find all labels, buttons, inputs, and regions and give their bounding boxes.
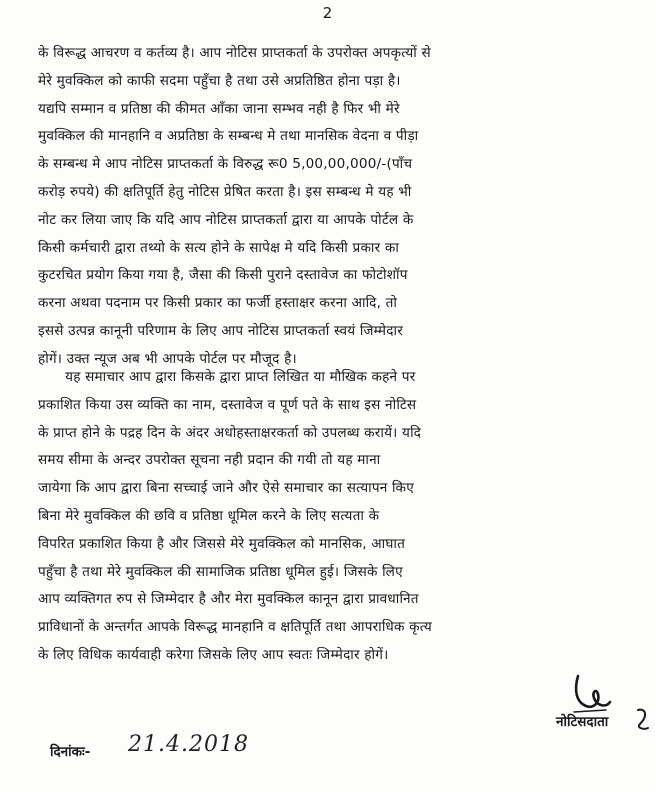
text-line: नोट कर लिया जाए कि यदि आप नोटिस प्राप्तकर्ता द्वारा या आपके पोर्टल के	[38, 211, 414, 228]
handwritten-date: 21.4.2018	[128, 732, 249, 757]
text-line: समय सीमा के अन्दर उपरोक्त सूचना नही प्रदान की गयी तो यह माना	[38, 452, 381, 469]
text-line: प्राविधानों के अन्तर्गत आपके विरूद्ध मानहानि व क्षतिपूर्ति तथा आपराधिक कृत्य	[38, 619, 433, 636]
text-line: मुवक्किल की मानहानि व अप्रतिष्ठा के सम्बन्ध मे तथा मानसिक वेदना व पीड़ा	[38, 128, 419, 145]
date-label: दिनांकः-	[50, 744, 91, 760]
paragraph-damages-claim	[38, 40, 630, 374]
page-number: 2	[322, 4, 333, 22]
text-line: यद्यपि सम्मान व प्रतिष्ठा की कीमत आँका जाना सम्भव नही है फिर भी मेरे	[38, 100, 400, 117]
text-line: होगें। उक्त न्यूज अब भी आपके पोर्टल पर मौजूद है।	[38, 350, 297, 367]
text-line: जायेगा कि आप द्वारा बिना सच्चाई जाने और ऐसे समाचार का सत्यापन किए	[38, 480, 414, 497]
text-line: कुटरचित प्रयोग किया गया है, जैसा की किसी पुराने दस्तावेज का फोटोशॉप	[38, 267, 408, 284]
text-line: के लिए विधिक कार्यवाही करेगा जिसके लिए आप स्वतः जिम्मेदार होगें।	[38, 646, 389, 663]
signature-stroke	[632, 702, 652, 742]
text-line: पहुँचा है तथा मेरे मुवक्किल की सामाजिक प्रतिष्ठा धूमिल हुई। जिसके लिए	[38, 563, 403, 580]
text-line: प्रकाशित किया उस व्यक्ति का नाम, दस्तावेज व पूर्ण पते के साथ इस नोटिस	[38, 396, 417, 413]
text-line: के विरूद्ध आचरण व कर्तव्य है। आप नोटिस प्राप्तकर्ता के उपरोक्त अपकृत्यों से	[38, 45, 431, 61]
text-line: के प्राप्त होने के पद्रह दिन के अंदर अधोहस्ताक्षरकर्ता को उपलब्ध करायें। यदि	[38, 424, 422, 441]
text-line: किसी कर्मचारी द्वारा तथ्यो के सत्य होने के सापेक्ष मे यदि किसी प्रकार का	[38, 239, 400, 256]
text-line: यह समाचार आप द्वारा किसके द्वारा प्राप्त लिखित या मौखिक कहने पर	[38, 369, 416, 385]
text-line: करोड़ रुपये) की क्षतिपूर्ति हेतु नोटिस प्रेषित करता है। इस सम्बन्ध मे यह भी	[38, 183, 412, 200]
text-line: करना अथवा पदनाम पर किसी प्रकार का फर्जी हस्ताक्षर करना आदि, तो	[38, 295, 398, 312]
text-line: इससे उत्पन्न कानूनी परिणाम के लिए आप नोटिस प्राप्तकर्ता स्वयं जिम्मेदार	[38, 322, 403, 339]
text-line: के सम्बन्ध मे आप नोटिस प्राप्तकर्ता के विरुद्ध रू0 5,00,00,000/-(पाँच	[38, 156, 413, 173]
text-line: मेरे मुवक्किल को काफी सदमा पहुँचा है तथा उसे अप्रतिष्ठित होना पड़ा है।	[38, 72, 401, 89]
text-line: बिना मेरे मुवक्किल की छवि व प्रतिष्ठा धूमिल करने के लिए सत्यता के	[38, 507, 380, 524]
paragraph-source-disclosure-demand	[38, 364, 630, 670]
signatory-label: नोटिसदाता	[556, 714, 609, 730]
text-line: आप व्यक्तिगत रुप से जिम्मेदार है और मेरा मुवक्किल कानून द्वारा प्रावधानित	[38, 591, 419, 608]
text-line: विपरित प्रकाशित किया है और जिससे मेरे मुवक्किल को मानसिक, आघात	[38, 535, 406, 552]
